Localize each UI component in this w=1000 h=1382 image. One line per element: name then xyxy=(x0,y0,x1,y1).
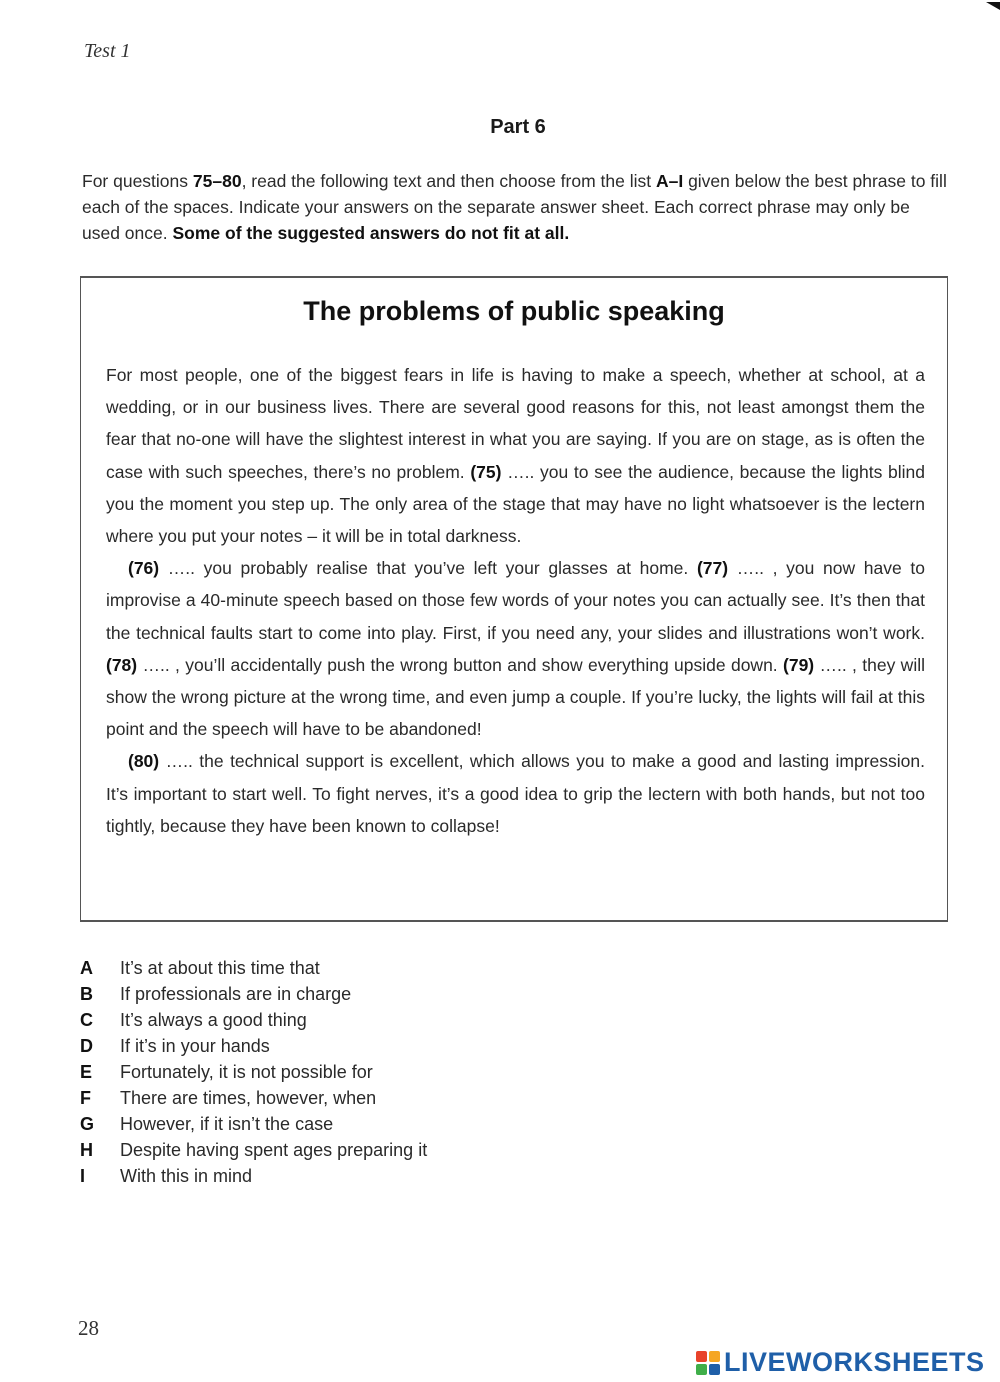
instructions xyxy=(82,168,952,246)
instructions-text: For questions xyxy=(82,171,193,191)
paragraph-3 xyxy=(106,745,925,842)
liveworksheets-logo-icon xyxy=(696,1351,720,1375)
test-label: Test 1 xyxy=(84,40,131,62)
logo-square-blue xyxy=(709,1364,720,1375)
option-text: If professionals are in charge xyxy=(120,984,352,1004)
gap-80: (80) xyxy=(128,751,160,772)
page-number: 28 xyxy=(78,1316,99,1340)
paragraph-text: ….. , you now have to improvise a 40-minute speech based on those few words of your notes you can actually see. It’s then that the technical faults start to come into play. First, if you need any, your slides and illustrations won’t work. xyxy=(106,558,925,643)
option-c xyxy=(80,1007,427,1033)
part-title: Part 6 xyxy=(490,116,546,138)
gap-75: (75) xyxy=(470,461,502,482)
option-h xyxy=(80,1137,427,1163)
option-f xyxy=(80,1085,427,1111)
option-i xyxy=(80,1163,427,1189)
paragraph-text: ….. the technical support is excellent, which allows you to make a good and lasting impression. It’s important to start well. To fight nerves, it’s a good idea to grip the lectern with both hands, but not too tightly, because they have been known to collapse! xyxy=(106,751,925,836)
option-letter: C xyxy=(80,1010,93,1030)
instructions-text: given below the best phrase to fill each of the spaces. Indicate your answers on the separate answer sheet. Each correct phrase may only be used once. xyxy=(82,171,947,243)
option-text: However, if it isn’t the case xyxy=(120,1114,334,1134)
article-body xyxy=(106,359,925,842)
option-text: There are times, however, when xyxy=(120,1088,377,1108)
option-e xyxy=(80,1059,427,1085)
paragraph-2 xyxy=(106,552,925,745)
list-range: A–I xyxy=(655,171,684,191)
paragraph-text: ….. you to see the audience, because the lights blind you the moment you step up. The only area of the stage that may have no light whatsoever is the lectern where you put your notes – it will be in total darkness. xyxy=(106,461,925,547)
logo-square-green xyxy=(696,1364,707,1375)
instructions-text: , read the following text and then choose from the list xyxy=(241,171,656,191)
paragraph-1 xyxy=(106,359,925,552)
option-letter: A xyxy=(80,958,93,978)
paragraph-text: For most people, one of the biggest fears in life is having to make a speech, whether at school, at a wedding, or in our business lives. There are several good reasons for this, not least amongst them the fear that no-one will have the slightest interest in what you are saying. If you are on stage, as is often the case with such speeches, there’s no problem. xyxy=(106,365,925,482)
option-d xyxy=(80,1033,427,1059)
paragraph-text: ….. , they will show the wrong picture at the wrong time, and even jump a couple. If you’re lucky, the lights will fail at this point and the speech will have to be abandoned! xyxy=(106,654,925,740)
option-text: If it’s in your hands xyxy=(120,1036,270,1056)
paragraph-text: ….. you probably realise that you’ve left your glasses at home. xyxy=(159,558,697,579)
liveworksheets-logo-text: LIVEWORKSHEETS xyxy=(724,1347,985,1377)
option-letter: F xyxy=(80,1088,91,1108)
gap-77: (77) xyxy=(696,558,729,579)
option-text: Despite having spent ages preparing it xyxy=(120,1140,428,1160)
question-range: 75–80 xyxy=(192,171,242,191)
gap-78: (78) xyxy=(106,654,138,675)
option-b xyxy=(80,981,427,1007)
article-box xyxy=(80,276,948,922)
option-letter: D xyxy=(80,1036,93,1056)
logo-square-orange xyxy=(709,1351,720,1362)
corner-mark xyxy=(986,2,1000,10)
gap-76: (76) xyxy=(128,558,160,579)
option-letter: G xyxy=(80,1114,95,1134)
option-a xyxy=(80,955,427,981)
option-text: It’s always a good thing xyxy=(120,1010,307,1030)
gap-79: (79) xyxy=(783,654,815,675)
option-g xyxy=(80,1111,427,1137)
article-title: The problems of public speaking xyxy=(303,296,725,326)
options-list xyxy=(80,955,427,1189)
option-letter: I xyxy=(80,1166,86,1186)
option-text: It’s at about this time that xyxy=(120,958,320,978)
option-letter: H xyxy=(80,1140,93,1160)
option-text: Fortunately, it is not possible for xyxy=(120,1062,373,1082)
instructions-bold-note: Some of the suggested answers do not fit at all. xyxy=(172,223,570,243)
logo-square-red xyxy=(696,1351,707,1362)
paragraph-text: ….. , you’ll accidentally push the wrong button and show everything upside down. xyxy=(137,654,784,675)
option-letter: E xyxy=(80,1062,93,1082)
liveworksheets-logo[interactable] xyxy=(696,1347,985,1378)
option-letter: B xyxy=(80,984,93,1004)
option-text: With this in mind xyxy=(120,1166,253,1186)
